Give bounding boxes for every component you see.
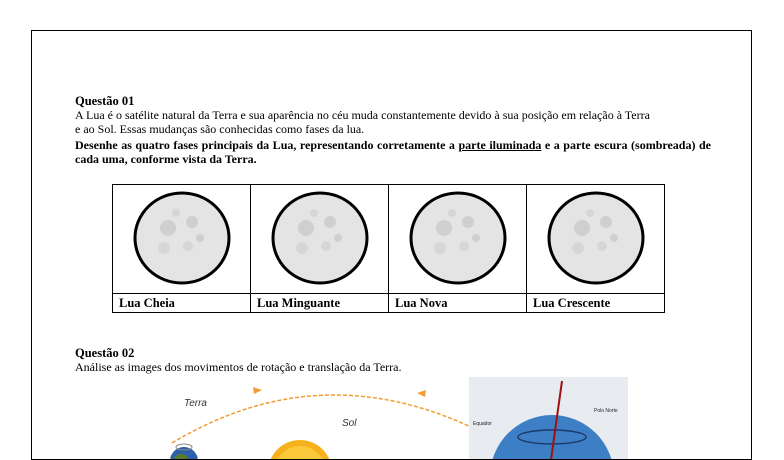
earth-motion-figures — [32, 377, 752, 460]
phase-label-waxing: Lua Crescente — [527, 294, 665, 313]
rotation-figure — [469, 377, 628, 460]
moon-icon — [544, 188, 648, 288]
question-1-title: Questão 01 — [75, 94, 135, 108]
moon-icon — [268, 188, 372, 288]
instruction-part1: Desenhe as quatro fases principais da Lua, representando corretamente a — [75, 138, 459, 152]
instruction-underlined: parte iluminada — [458, 138, 542, 152]
phase-label-full: Lua Cheia — [113, 294, 251, 313]
sun-label: Sol — [342, 418, 357, 429]
moon-icon — [130, 188, 234, 288]
phase-label-new: Lua Nova — [389, 294, 527, 313]
orbit-path — [172, 395, 502, 443]
moon-icon — [406, 188, 510, 288]
question-2-text: Análise as images dos movimentos de rotação e translação da Terra. — [75, 360, 402, 374]
phase-label-waning: Lua Minguante — [251, 294, 389, 313]
moon-phases-table — [112, 184, 665, 313]
instruction-part2: e a parte escura (sombreada) de cada uma, conforme vista da Terra. — [75, 138, 712, 166]
question-1-instruction — [75, 138, 711, 166]
moon-cell-new — [389, 185, 527, 294]
north-pole-label: Polo Norte — [594, 408, 618, 414]
orbit-arrow-icon — [417, 390, 426, 397]
moon-cell-waning — [251, 185, 389, 294]
translation-figure — [170, 387, 502, 460]
question-1-text-line1: A Lua é o satélite natural da Terra e sua aparência no céu muda constantemente devido à sua posição em relação à Terra — [75, 108, 650, 122]
equator-label: Equador — [473, 421, 492, 427]
document-page — [31, 30, 752, 460]
moon-cell-waxing — [527, 185, 665, 294]
question-2-title: Questão 02 — [75, 346, 135, 360]
orbit-arrow-icon — [253, 387, 262, 394]
earth-label: Terra — [184, 398, 207, 409]
question-1-text-line2: e ao Sol. Essas mudanças são conhecidas como fases da lua. — [75, 122, 365, 136]
moon-cell-full — [113, 185, 251, 294]
